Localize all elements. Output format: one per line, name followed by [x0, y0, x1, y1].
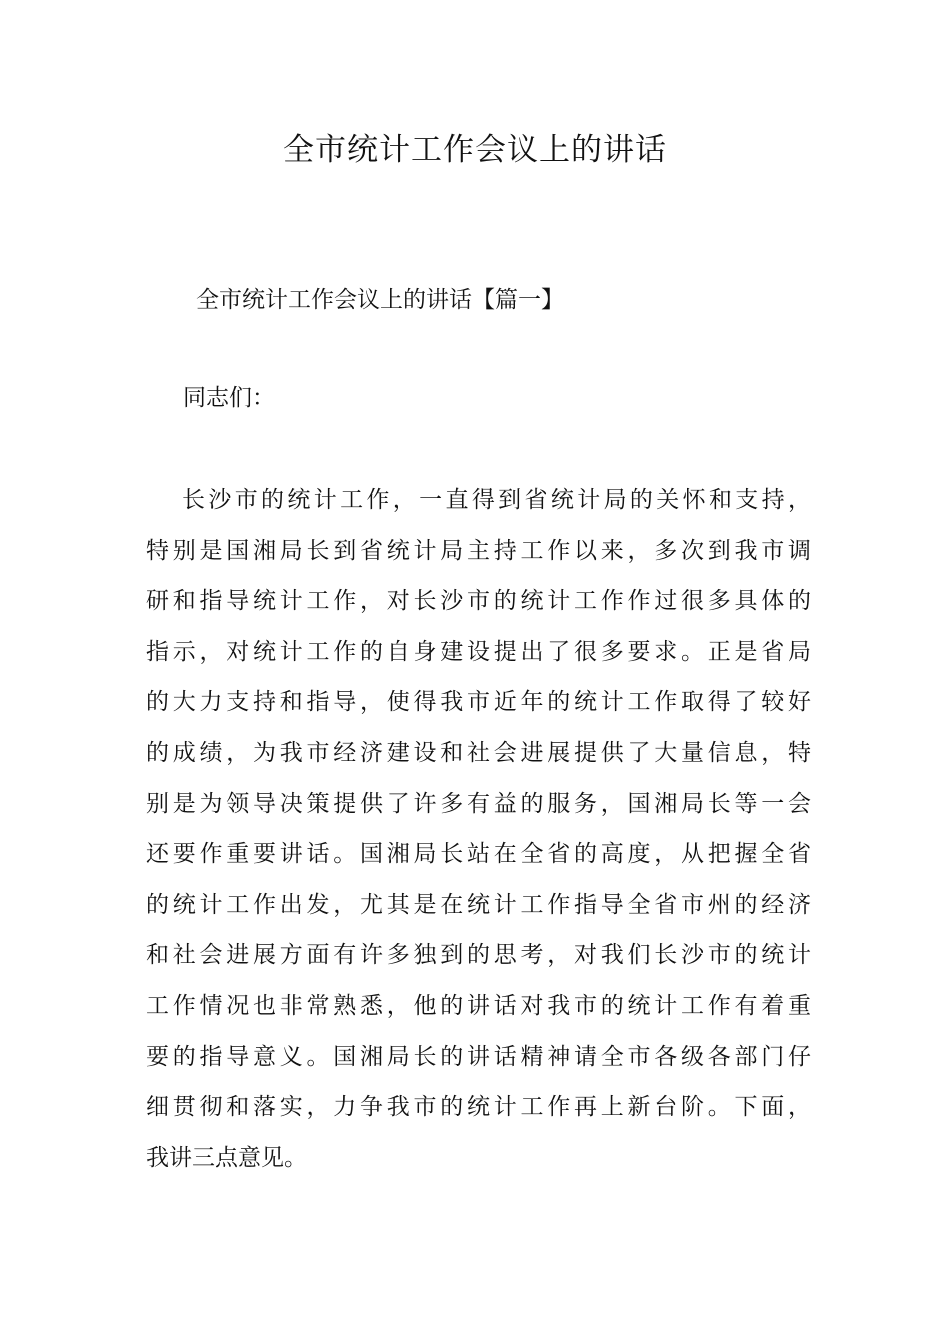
salutation: 同志们： — [183, 385, 275, 411]
paragraph-line: 研和指导统计工作，对长沙市的统计工作作过很多具体的 — [146, 588, 811, 615]
paragraph-line: 的成绩，为我市经济建设和社会进展提供了大量信息，特 — [146, 739, 811, 766]
paragraph-line: 我讲三点意见。 — [146, 1144, 307, 1171]
paragraph-line: 长沙市的统计工作，一直得到省统计局的关怀和支持， — [182, 487, 811, 513]
paragraph-line: 细贯彻和落实，力争我市的统计工作再上新台阶。下面， — [146, 1094, 811, 1121]
section-heading: 全市统计工作会议上的讲话【篇一】 — [196, 287, 564, 313]
paragraph-line: 和社会进展方面有许多独到的思考，对我们长沙市的统计 — [146, 942, 811, 969]
paragraph-line: 要的指导意义。国湘局长的讲话精神请全市各级各部门仔 — [146, 1043, 811, 1070]
paragraph-line: 工作情况也非常熟悉，他的讲话对我市的统计工作有着重 — [146, 992, 811, 1019]
paragraph-line: 的大力支持和指导，使得我市近年的统计工作取得了较好 — [146, 689, 811, 716]
paragraph-line: 指示，对统计工作的自身建设提出了很多要求。正是省局 — [146, 638, 811, 665]
paragraph-line: 的统计工作出发，尤其是在统计工作指导全省市州的经济 — [146, 891, 811, 918]
paragraph-line: 特别是国湘局长到省统计局主持工作以来，多次到我市调 — [146, 537, 811, 564]
document-title: 全市统计工作会议上的讲话 — [283, 132, 667, 168]
paragraph-line: 别是为领导决策提供了许多有益的服务，国湘局长等一会 — [146, 790, 811, 817]
paragraph-line: 还要作重要讲话。国湘局长站在全省的高度，从把握全省 — [146, 841, 811, 868]
body-paragraph — [146, 478, 811, 1186]
